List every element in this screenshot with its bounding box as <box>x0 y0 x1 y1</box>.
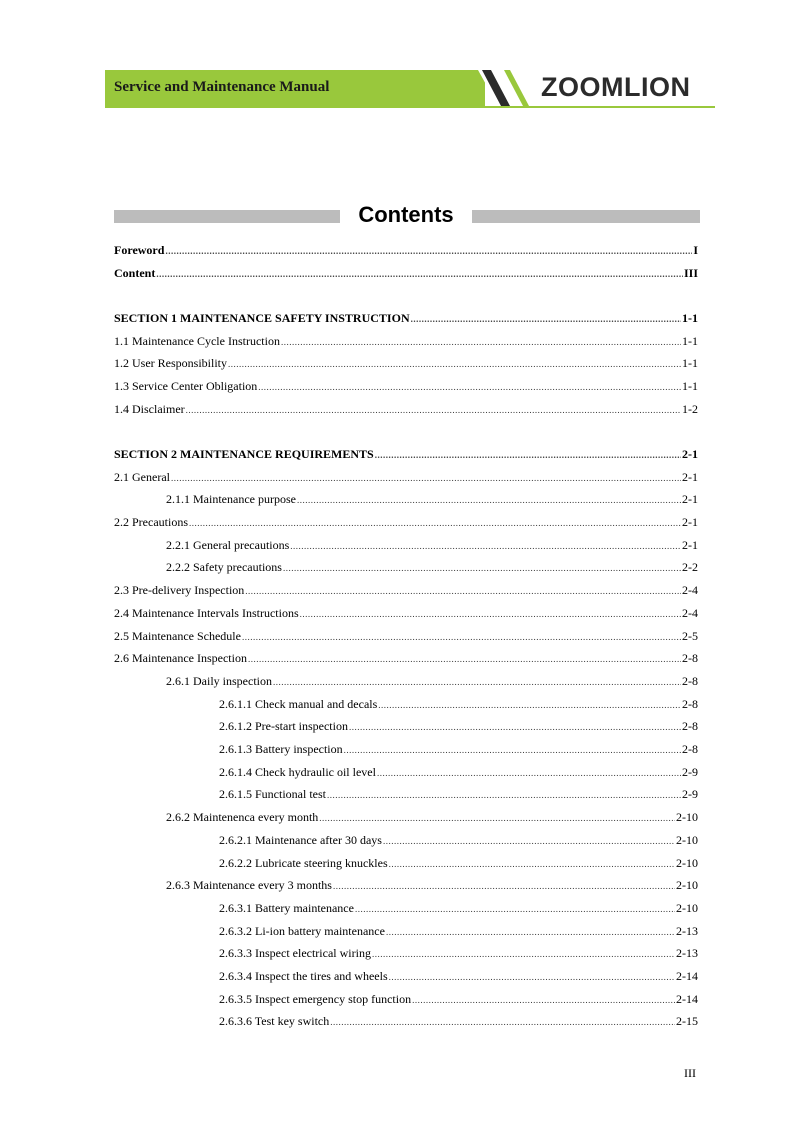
toc-entry-page: 2-1 <box>682 446 698 461</box>
toc-leader-dots <box>171 473 681 483</box>
toc-entry[interactable] <box>114 470 698 488</box>
toc-leader-dots <box>186 405 681 415</box>
toc-entry-page: 2-9 <box>682 764 698 779</box>
zoomlion-logo-icon <box>460 70 540 106</box>
toc-leader-dots <box>386 927 675 937</box>
toc-entry-title: 2.6.1.3 Battery inspection <box>219 742 343 756</box>
toc-entry-page: 2-2 <box>682 560 698 575</box>
toc-entry-title: 1.4 Disclaimer <box>114 401 185 416</box>
toc-entry-title: 2.6.3 Maintenance every 3 months <box>166 878 332 893</box>
toc-leader-dots <box>242 632 681 642</box>
toc-leader-dots <box>258 382 681 392</box>
toc-entry-title: Content <box>114 265 156 280</box>
header-title: Service and Maintenance Manual <box>114 79 330 95</box>
toc-entry[interactable] <box>114 356 698 374</box>
toc-entry[interactable] <box>114 379 698 397</box>
toc-leader-dots <box>389 859 675 869</box>
toc-entry[interactable] <box>114 787 698 805</box>
toc-entry-title: 2.2.2 Safety precautions <box>166 560 282 575</box>
toc-entry[interactable] <box>114 243 698 261</box>
toc-entry-page: 2-10 <box>676 900 698 915</box>
page-number: III <box>684 1066 696 1080</box>
toc-entry-title: 2.6.3.1 Battery maintenance <box>219 900 354 915</box>
toc-entry[interactable] <box>114 878 698 896</box>
toc-leader-dots <box>349 722 681 732</box>
toc-entry-title: SECTION 2 MAINTENANCE REQUIREMENTS <box>114 446 374 461</box>
toc-entry-title: 2.6.3.4 Inspect the tires and wheels <box>219 969 388 983</box>
toc-entry[interactable] <box>114 697 698 715</box>
toc-entry[interactable] <box>114 538 698 556</box>
toc-leader-dots <box>372 949 675 959</box>
toc-leader-dots <box>355 904 675 914</box>
toc-entry[interactable] <box>114 992 698 1010</box>
toc-entry-title: 2.1 General <box>114 469 170 484</box>
toc-entry-page: 2-8 <box>682 651 698 666</box>
toc-entry-title: 2.5 Maintenance Schedule <box>114 628 241 643</box>
toc-entry[interactable] <box>114 969 698 987</box>
toc-leader-dots <box>375 450 681 460</box>
toc-entry[interactable] <box>114 492 698 510</box>
toc-entry-title: 2.6.2.1 Maintenance after 30 days <box>219 832 382 847</box>
brand-logo-text: ZOOMLION <box>541 72 691 102</box>
toc-entry-title: 2.6.1.2 Pre-start inspection <box>219 719 348 734</box>
toc-leader-dots <box>389 972 675 982</box>
toc-entry-page: 2-8 <box>682 742 698 756</box>
toc-entry-page: 2-4 <box>682 583 698 598</box>
contents-title: Contents <box>358 202 454 227</box>
heading-rule-left <box>114 210 340 223</box>
contents-heading <box>114 204 700 232</box>
toc-entry-page: 2-15 <box>676 1014 698 1029</box>
toc-entry[interactable] <box>114 1014 698 1032</box>
toc-entry[interactable] <box>114 833 698 851</box>
toc-entry[interactable] <box>114 810 698 828</box>
toc-entry-title: 2.1.1 Maintenance purpose <box>166 492 296 507</box>
toc-entry-page: 1-1 <box>682 379 698 393</box>
toc-entry-title: 2.4 Maintenance Intervals Instructions <box>114 605 299 620</box>
toc-leader-dots <box>189 518 681 528</box>
toc-entry[interactable] <box>114 901 698 919</box>
toc-entry-title: 2.6.2.2 Lubricate steering knuckles <box>219 855 388 870</box>
toc-entry-page: III <box>683 265 698 280</box>
toc-entry-title: 1.3 Service Center Obligation <box>114 379 258 393</box>
toc-leader-dots <box>383 836 675 846</box>
toc-entry-page: 2-1 <box>682 469 698 484</box>
toc-entry-title: 2.6.1 Daily inspection <box>166 673 272 688</box>
toc-entry-page: 2-10 <box>676 810 698 825</box>
toc-leader-dots <box>333 881 675 891</box>
header-title-bar <box>105 70 485 106</box>
toc-entry-page: 2-1 <box>682 537 698 552</box>
toc-entry-page: 2-8 <box>682 696 698 711</box>
toc-leader-dots <box>228 359 681 369</box>
toc-entry-title: 2.3 Pre-delivery Inspection <box>114 583 245 598</box>
toc-entry-title: 1.1 Maintenance Cycle Instruction <box>114 333 280 348</box>
toc-entry[interactable] <box>114 266 698 284</box>
toc-entry-page: 2-1 <box>682 515 698 529</box>
toc-entry-page: 2-14 <box>676 991 698 1006</box>
toc-entry[interactable] <box>114 651 698 669</box>
page-header <box>105 70 715 108</box>
heading-rule-right <box>472 210 700 223</box>
toc-entry[interactable] <box>114 560 698 578</box>
toc-leader-dots <box>412 995 675 1005</box>
toc-entry[interactable] <box>114 515 698 533</box>
toc-entry-page: 1-1 <box>682 310 698 325</box>
toc-leader-dots <box>281 337 681 347</box>
toc-entry-page: 2-1 <box>682 492 698 507</box>
toc-leader-dots <box>283 563 681 573</box>
toc-entry-title: 2.6.1.4 Check hydraulic oil level <box>219 764 376 779</box>
toc-leader-dots <box>156 269 683 279</box>
toc-leader-dots <box>245 586 681 596</box>
toc-entry[interactable] <box>114 742 698 760</box>
toc-entry[interactable] <box>114 924 698 942</box>
toc-entry-title: 2.6.1.1 Check manual and decals <box>219 696 378 711</box>
toc-entry[interactable] <box>114 402 698 420</box>
toc-entry-page: 1-1 <box>682 356 698 371</box>
toc-entry[interactable] <box>114 311 698 329</box>
toc-entry[interactable] <box>114 946 698 964</box>
toc-leader-dots <box>327 790 681 800</box>
toc-entry-page: 2-8 <box>682 673 698 688</box>
toc-leader-dots <box>300 609 681 619</box>
toc-entry-page: 2-4 <box>682 605 698 620</box>
toc-entry-page: 2-9 <box>682 787 698 802</box>
toc-entry-title: 2.6.3.2 Li-ion battery maintenance <box>219 923 385 938</box>
toc-entry-title: 2.2.1 General precautions <box>166 537 290 552</box>
toc-entry-page: 2-10 <box>676 855 698 870</box>
toc-entry-page: 1-2 <box>682 401 698 416</box>
toc-entry-title: 2.6.3.3 Inspect electrical wiring <box>219 946 371 961</box>
toc-leader-dots <box>273 677 681 687</box>
toc-entry-page: 2-14 <box>676 969 698 983</box>
toc-entry-title: 2.2 Precautions <box>114 515 188 529</box>
toc-leader-dots <box>377 768 681 778</box>
toc-entry-title: 2.6.3.5 Inspect emergency stop function <box>219 991 412 1006</box>
toc-entry-title: 2.6.1.5 Functional test <box>219 787 326 802</box>
toc-entry[interactable] <box>114 583 698 601</box>
header-rule <box>105 106 715 108</box>
toc-leader-dots <box>165 246 692 256</box>
toc-entry-title: 2.6 Maintenance Inspection <box>114 651 247 666</box>
toc-entry-page: 2-5 <box>682 628 698 643</box>
toc-entry[interactable] <box>114 334 698 352</box>
toc-leader-dots <box>319 813 675 823</box>
toc-entry-page: 2-10 <box>676 878 698 893</box>
toc-entry[interactable] <box>114 719 698 737</box>
toc-entry[interactable] <box>114 856 698 874</box>
toc-leader-dots <box>378 700 681 710</box>
toc-leader-dots <box>411 314 681 324</box>
toc-leader-dots <box>330 1017 675 1027</box>
toc-leader-dots <box>344 745 681 755</box>
toc-entry-title: 2.6.2 Maintenenca every month <box>166 810 319 825</box>
toc-entry[interactable] <box>114 447 698 465</box>
toc-entry-title: 1.2 User Responsibility <box>114 356 227 371</box>
toc-entry-page: 2-13 <box>676 923 698 938</box>
toc-entry-page: 2-13 <box>676 946 698 961</box>
toc-entry[interactable] <box>114 606 698 624</box>
toc-entry-title: 2.6.3.6 Test key switch <box>219 1014 330 1029</box>
toc-entry-page: I <box>693 243 698 257</box>
toc-leader-dots <box>248 654 681 664</box>
toc-leader-dots <box>290 541 681 551</box>
toc-entry-page: 2-8 <box>682 719 698 734</box>
toc-entry[interactable] <box>114 629 698 647</box>
toc-leader-dots <box>297 495 681 505</box>
toc-entry-title: SECTION 1 MAINTENANCE SAFETY INSTRUCTION <box>114 310 410 325</box>
toc-entry-page: 1-1 <box>682 333 698 348</box>
toc-entry[interactable] <box>114 765 698 783</box>
toc-entry[interactable] <box>114 674 698 692</box>
toc-entry-title: Foreword <box>114 243 165 257</box>
toc-entry-page: 2-10 <box>676 832 698 847</box>
